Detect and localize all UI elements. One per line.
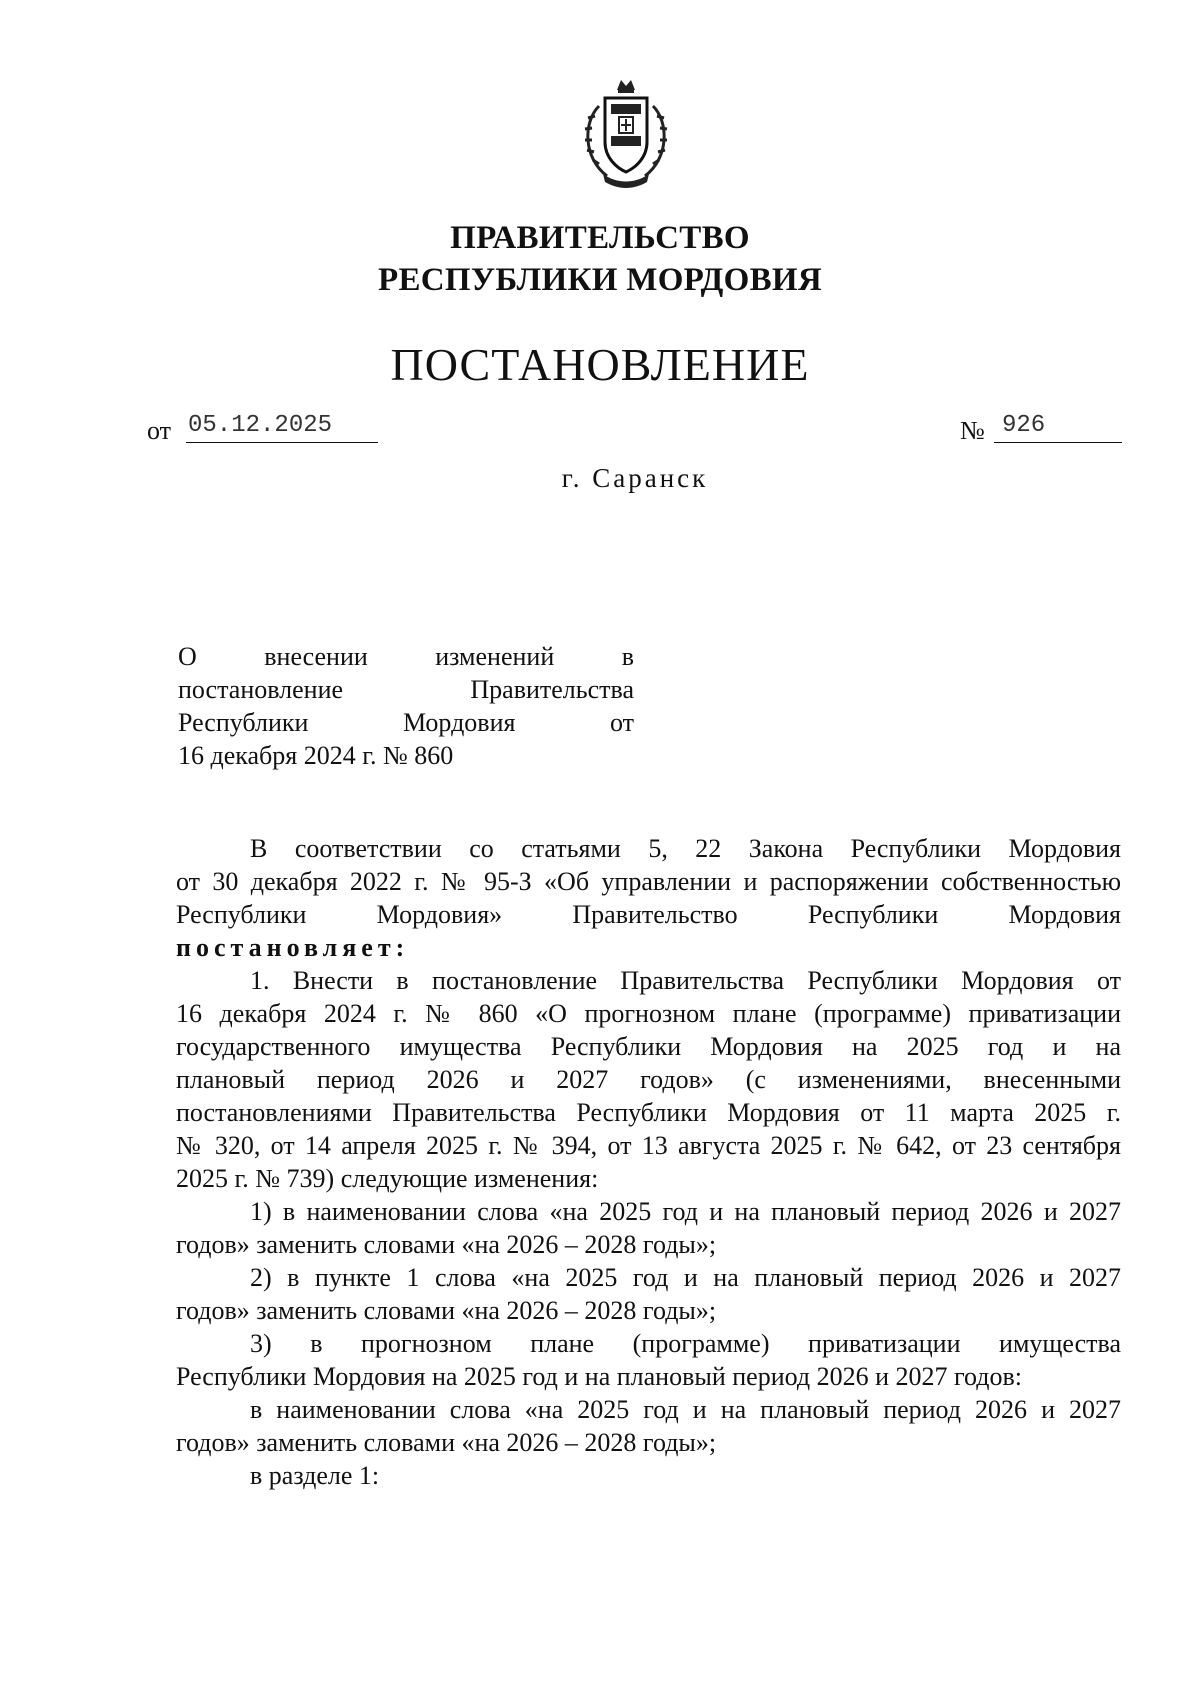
body-line: 2) в пункте 1 слова «на 2025 год и на плановый период 2026 и 2027: [250, 1263, 1121, 1292]
body-line: плановый период 2026 и 2027 годов» (с изменениями, внесенными: [176, 1065, 1121, 1094]
document-type-title: ПОСТАНОВЛЕНИЕ: [390, 339, 810, 390]
resolution-keyword: постановляет:: [176, 933, 410, 962]
date-prefix: от: [147, 416, 172, 445]
body-line: 16 декабря 2024 г. № 860 «О прогнозном плане (программе) приватизации: [176, 999, 1121, 1028]
document-body: [176, 832, 1121, 1492]
body-line: 1) в наименовании слова «на 2025 год и на плановый период 2026 и 2027: [250, 1197, 1121, 1226]
document-subject: [178, 640, 634, 772]
number-prefix: №: [960, 416, 985, 445]
body-line: годов» заменить словами «на 2026 – 2028 годы»;: [176, 1230, 717, 1259]
subject-line: постановление Правительства: [178, 675, 634, 704]
body-line: 2025 г. № 739) следующие изменения:: [176, 1164, 599, 1193]
body-line: государственного имущества Республики Мордовия на 2025 год и на: [176, 1032, 1121, 1061]
body-line: В соответствии со статьями 5, 22 Закона Республики Мордовия: [250, 834, 1121, 863]
organization-name-line-2: РЕСПУБЛИКИ МОРДОВИЯ: [377, 262, 822, 298]
document-date: 05.12.2025: [186, 410, 378, 443]
body-line: в разделе 1:: [250, 1461, 380, 1490]
body-line: постановлениями Правительства Республики Мордовия от 11 марта 2025 г.: [176, 1098, 1121, 1127]
coat-of-arms-emblem: [577, 76, 675, 192]
body-line: от 30 декабря 2022 г. № 95-З «Об управлении и распоряжении собственностью: [176, 867, 1121, 896]
body-line: № 320, от 14 апреля 2025 г. № 394, от 13 августа 2025 г. № 642, от 23 сентября: [176, 1131, 1121, 1160]
subject-line: 16 декабря 2024 г. № 860: [178, 741, 454, 770]
organization-name-line-1: ПРАВИТЕЛЬСТВО: [450, 220, 750, 256]
body-line: 3) в прогнозном плане (программе) приватизации имущества: [250, 1329, 1121, 1358]
subject-line: Республики Мордовия от: [178, 708, 634, 737]
body-line: годов» заменить словами «на 2026 – 2028 годы»;: [176, 1296, 717, 1325]
body-line: 1. Внести в постановление Правительства Республики Мордовия от: [250, 966, 1121, 995]
subject-line: О внесении изменений в: [178, 642, 634, 671]
body-line: Республики Мордовия на 2025 год и на плановый период 2026 и 2027 годов:: [176, 1362, 1023, 1391]
document-number: 926: [994, 410, 1122, 443]
body-line: в наименовании слова «на 2025 год и на плановый период 2026 и 2027: [250, 1395, 1121, 1424]
body-line: годов» заменить словами «на 2026 – 2028 годы»;: [176, 1428, 717, 1457]
body-line: Республики Мордовия» Правительство Республики Мордовия: [176, 900, 1121, 929]
city-name: г. Саранск: [561, 463, 709, 493]
